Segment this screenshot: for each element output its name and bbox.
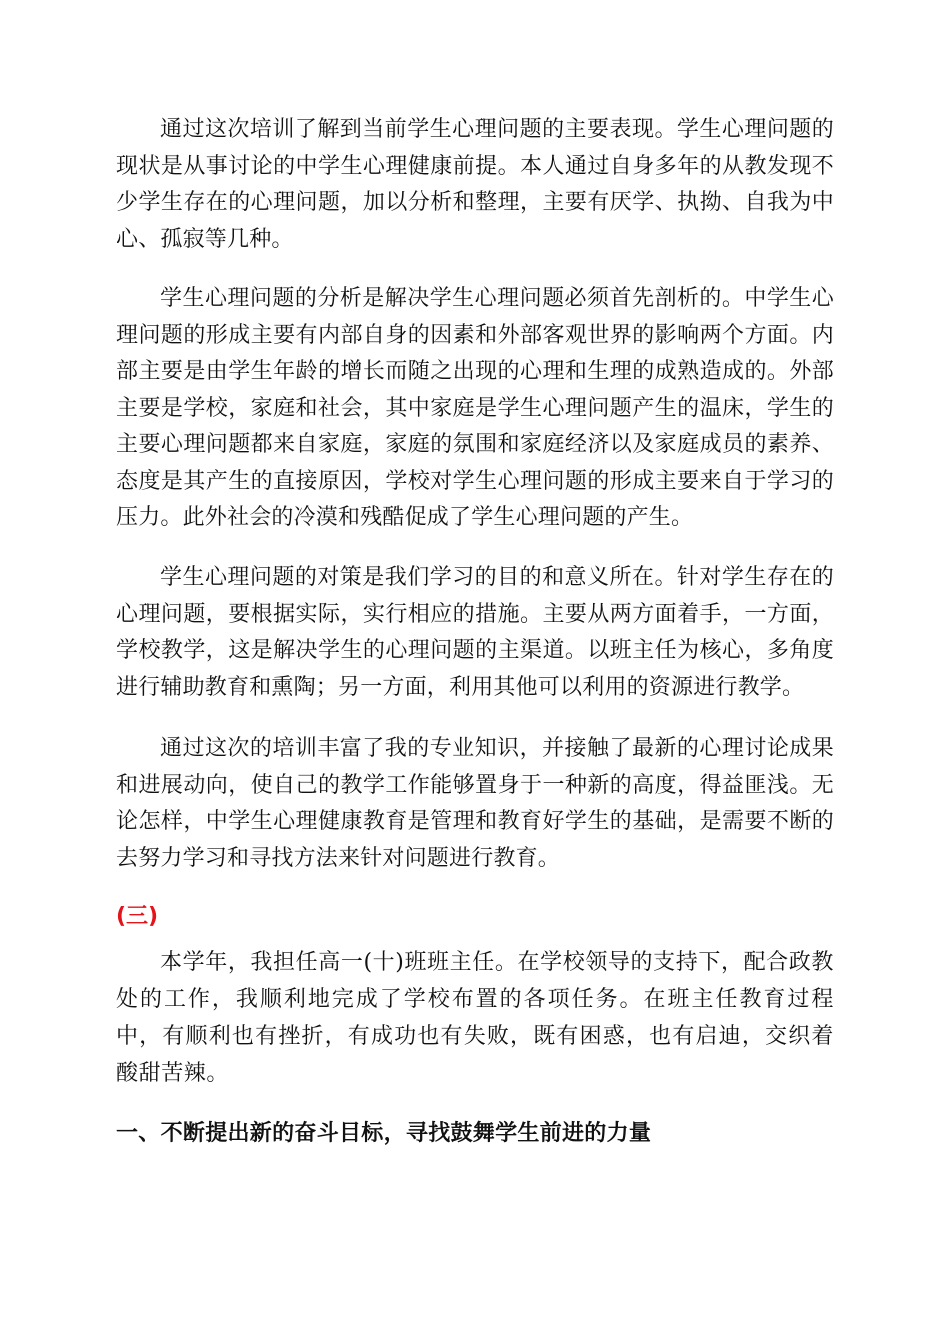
paragraph-countermeasures: 学生心理问题的对策是我们学习的目的和意义所在。针对学生存在的心理问题，要根据实际，实行相应的措施。主要从两方面着手，一方面，学校教学，这是解决学生的心理问题的主渠道。以班主任为核心，多角度进行辅助教育和熏陶；另一方面，利用其他可以利用的资源进行教学。 xyxy=(116,565,834,700)
paragraph-problem-analysis: 学生心理问题的分析是解决学生心理问题必须首先剖析的。中学生心理问题的形成主要有内部自身的因素和外部客观世界的影响两个方面。内部主要是由学生年龄的增长而随之出现的心理和生理的成熟造成的。外部主要是学校，家庭和社会，其中家庭是学生心理问题产生的温床，学生的主要心理问题都来自家庭，家庭的氛围和家庭经济以及家庭成员的素养、态度是其产生的直接原因，学校对学生心理问题的形成主要来自于学习的压力。此外社会的冷漠和残酷促成了学生心理问题的产生。 xyxy=(116,286,834,530)
paragraph-training-gains: 通过这次的培训丰富了我的专业知识，并接触了最新的心理讨论成果和进展动向，使自己的教学工作能够置身于一种新的高度，得益匪浅。无论怎样，中学生心理健康教育是管理和教育好学生的基础，是需要不断的去努力学习和寻找方法来针对问题进行教育。 xyxy=(116,736,834,871)
paragraph-training-overview: 通过这次培训了解到当前学生心理问题的主要表现。学生心理问题的现状是从事讨论的中学生心理健康前提。本人通过自身多年的从教发现不少学生存在的心理问题，加以分析和整理，主要有厌学、执拗、自我为中心、孤寂等几种。 xyxy=(116,117,834,252)
section-marker: (三) xyxy=(116,904,159,929)
section-heading: 一、不断提出新的奋斗目标，寻找鼓舞学生前进的力量 xyxy=(116,1121,652,1146)
paragraph-class-teacher-intro: 本学年，我担任高一(十)班班主任。在学校领导的支持下，配合政教处的工作，我顺利地完成了学校布置的各项任务。在班主任教育过程中，有顺利也有挫折，有成功也有失败，既有困惑，也有启迪，交织着酸甜苦辣。 xyxy=(116,950,834,1086)
